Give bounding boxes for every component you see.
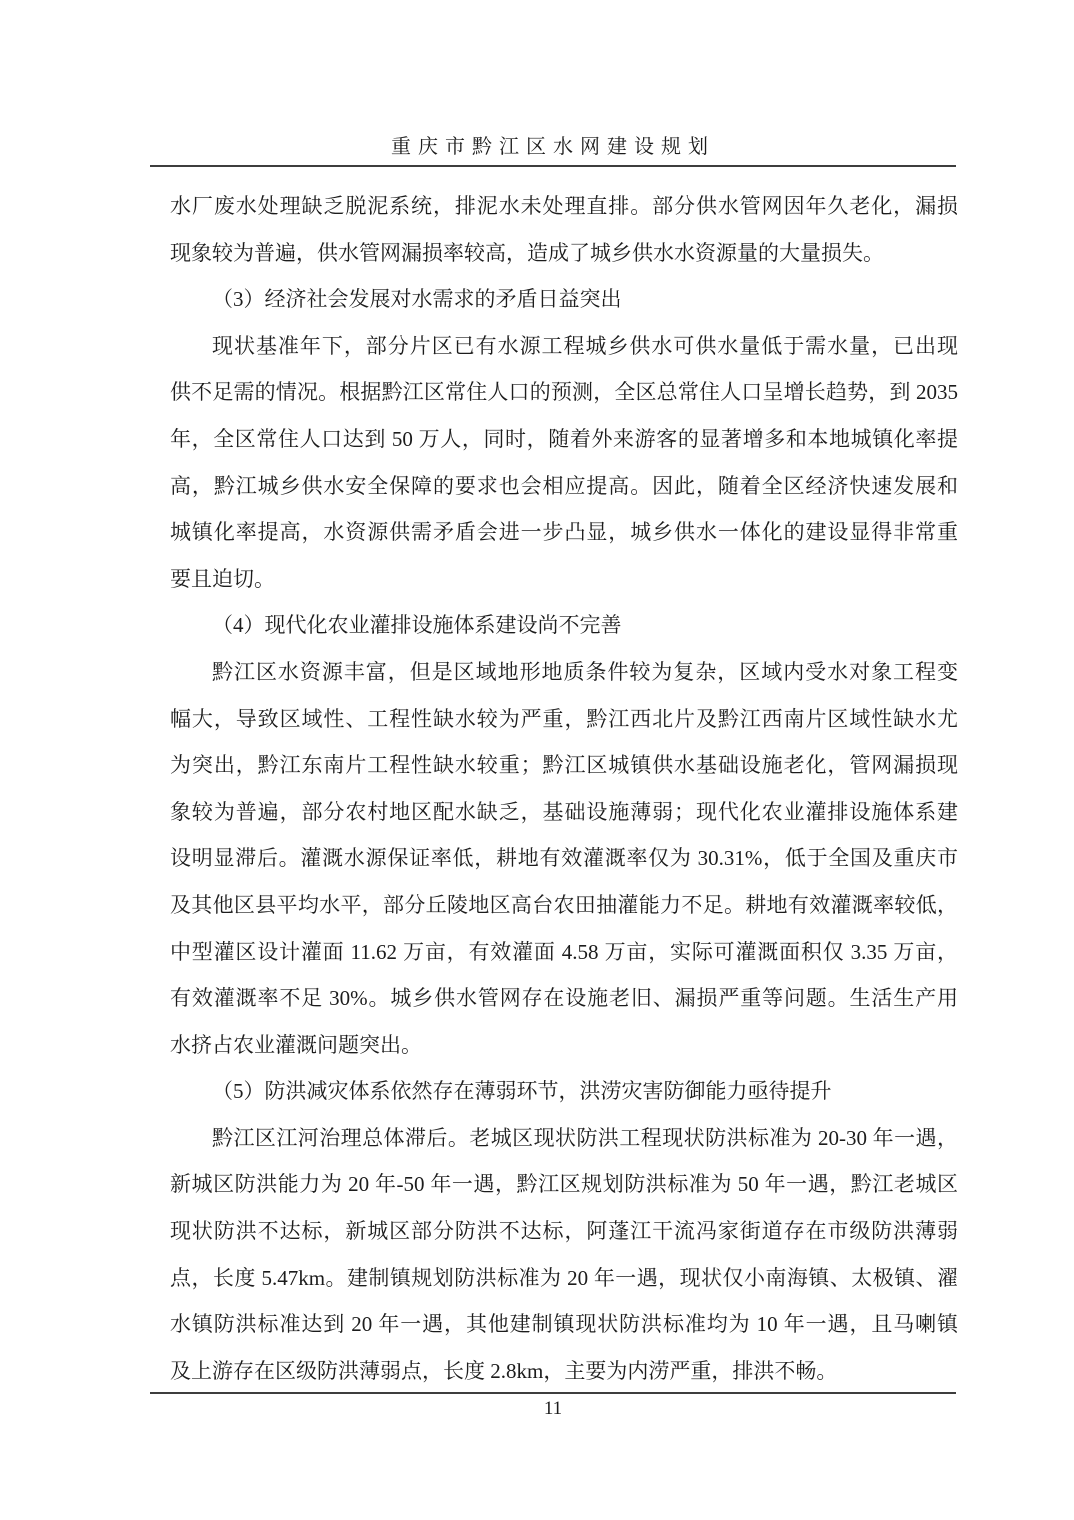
footer-rule [150, 1392, 956, 1394]
paragraph [170, 183, 958, 276]
text-line: 水厂废水处理缺乏脱泥系统，排泥水未处理直排。部分供水管网因年久老化，漏损 [170, 194, 958, 218]
document-body [170, 183, 958, 1394]
text-line: （3）经济社会发展对水需求的矛盾日益突出 [212, 287, 622, 312]
text-line: 要且迫切。 [170, 566, 275, 591]
section-heading [170, 1068, 958, 1115]
paragraph [170, 1115, 958, 1395]
text-line: 新城区防洪能力为 20 年-50 年一遇，黔江区规划防洪标准为 50 年一遇，黔江老城区 [170, 1172, 958, 1197]
text-line: 设明显滞后。灌溉水源保证率低，耕地有效灌溉率仅为 30.31%，低于全国及重庆市 [170, 846, 958, 871]
section-heading [170, 602, 958, 649]
text-line: （5）防洪减灾体系依然存在薄弱环节，洪涝灾害防御能力亟待提升 [212, 1079, 832, 1104]
paragraph [170, 323, 958, 603]
text-line: 为突出，黔江东南片工程性缺水较重；黔江区城镇供水基础设施老化，管网漏损现 [170, 753, 958, 778]
page-header [150, 130, 956, 159]
text-line: 幅大，导致区域性、工程性缺水较为严重，黔江西北片及黔江西南片区域性缺水尤 [170, 706, 958, 731]
text-line: 黔江区水资源丰富，但是区域地形地质条件较为复杂，区域内受水对象工程变 [212, 659, 958, 684]
text-line: 及上游存在区级防洪薄弱点，长度 2.8km，主要为内涝严重，排洪不畅。 [170, 1358, 838, 1383]
text-line: 有效灌溉率不足 30%。城乡供水管网存在设施老旧、漏损严重等问题。生活生产用 [170, 986, 958, 1011]
page-number: 11 [543, 1398, 563, 1419]
text-line: 水镇防洪标准达到 20 年一遇，其他建制镇现状防洪标准均为 10 年一遇，且马喇镇 [170, 1312, 958, 1337]
page-header-title: 重庆市黔江区水网建设规划 [391, 136, 715, 158]
text-line: 年，全区常住人口达到 50 万人，同时，随着外来游客的显著增多和本地城镇化率提 [170, 426, 958, 451]
paragraph [170, 649, 958, 1068]
text-line: 供不足需的情况。根据黔江区常住人口的预测，全区总常住人口呈增长趋势，到 2035 [170, 380, 958, 405]
text-line: 高，黔江城乡供水安全保障的要求也会相应提高。因此，随着全区经济快速发展和 [170, 473, 958, 498]
text-line: 现状防洪不达标，新城区部分防洪不达标，阿蓬江干流冯家街道存在市级防洪薄弱 [170, 1219, 958, 1244]
text-line: （4）现代化农业灌排设施体系建设尚不完善 [212, 613, 622, 638]
text-line: 黔江区江河治理总体滞后。老城区现状防洪工程现状防洪标准为 20-30 年一遇， [212, 1125, 958, 1150]
text-line: 中型灌区设计灌面 11.62 万亩，有效灌面 4.58 万亩，实际可灌溉面积仅 3.35 万亩， [170, 939, 958, 964]
header-rule [150, 165, 956, 167]
text-line: 城镇化率提高，水资源供需矛盾会进一步凸显，城乡供水一体化的建设显得非常重 [170, 520, 958, 545]
section-heading [170, 276, 958, 323]
text-line: 现象较为普遍，供水管网漏损率较高，造成了城乡供水水资源量的大量损失。 [170, 240, 884, 265]
text-line: 现状基准年下，部分片区已有水源工程城乡供水可供水量低于需水量，已出现 [212, 333, 958, 358]
text-line: 象较为普遍，部分农村地区配水缺乏，基础设施薄弱；现代化农业灌排设施体系建 [170, 799, 958, 824]
text-line: 点，长度 5.47km。建制镇规划防洪标准为 20 年一遇，现状仅小南海镇、太极镇、濯 [170, 1265, 958, 1290]
text-line: 及其他区县平均水平，部分丘陵地区高台农田抽灌能力不足。耕地有效灌溉率较低， [170, 892, 958, 917]
text-line: 水挤占农业灌溉问题突出。 [170, 1032, 422, 1057]
